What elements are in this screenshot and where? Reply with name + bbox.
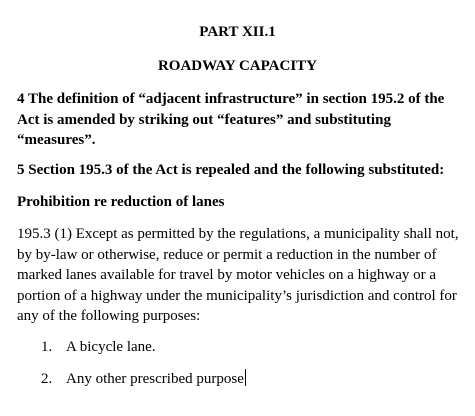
list-item-number: 2. [41, 371, 53, 387]
provision-subheading [17, 192, 465, 213]
amendment-5-line: 5 Section 195.3 of the Act is repealed and the following substituted: [17, 162, 445, 178]
provision-line: portion of a highway under the municipality’s jurisdiction and control for [17, 287, 457, 304]
amendment-4-line: 4 The definition of “adjacent infrastructure” in section 195.2 of the [17, 91, 445, 107]
provision-line: by by-law or otherwise, reduce or permit a reduction in the number of [17, 246, 437, 263]
provision-subheading-text: Prohibition re reduction of lanes [17, 194, 225, 210]
amendment-4-line: “measures”. [17, 132, 96, 148]
list-item [41, 369, 246, 388]
list-item-number: 1. [41, 339, 53, 355]
section-heading: ROADWAY CAPACITY [157, 58, 318, 74]
amendment-4-line: Act is amended by striking out “features” and substituting [17, 111, 391, 128]
part-title: PART XII.1 [199, 24, 276, 40]
amendment-5-paragraph [17, 160, 465, 181]
list-item-text: Any other prescribed purpose [66, 371, 244, 387]
text-cursor [245, 369, 246, 386]
provision-line: marked lanes available for travel by motor vehicles on a highway or a [17, 267, 437, 283]
provision-paragraph [17, 224, 465, 327]
list-item [41, 338, 156, 356]
provision-line: 195.3 (1) Except as permitted by the regulations, a municipality shall not, [17, 226, 459, 242]
amendment-4-paragraph [17, 89, 465, 151]
provision-line: any of the following purposes: [17, 308, 201, 324]
list-item-text: A bicycle lane. [66, 339, 156, 355]
